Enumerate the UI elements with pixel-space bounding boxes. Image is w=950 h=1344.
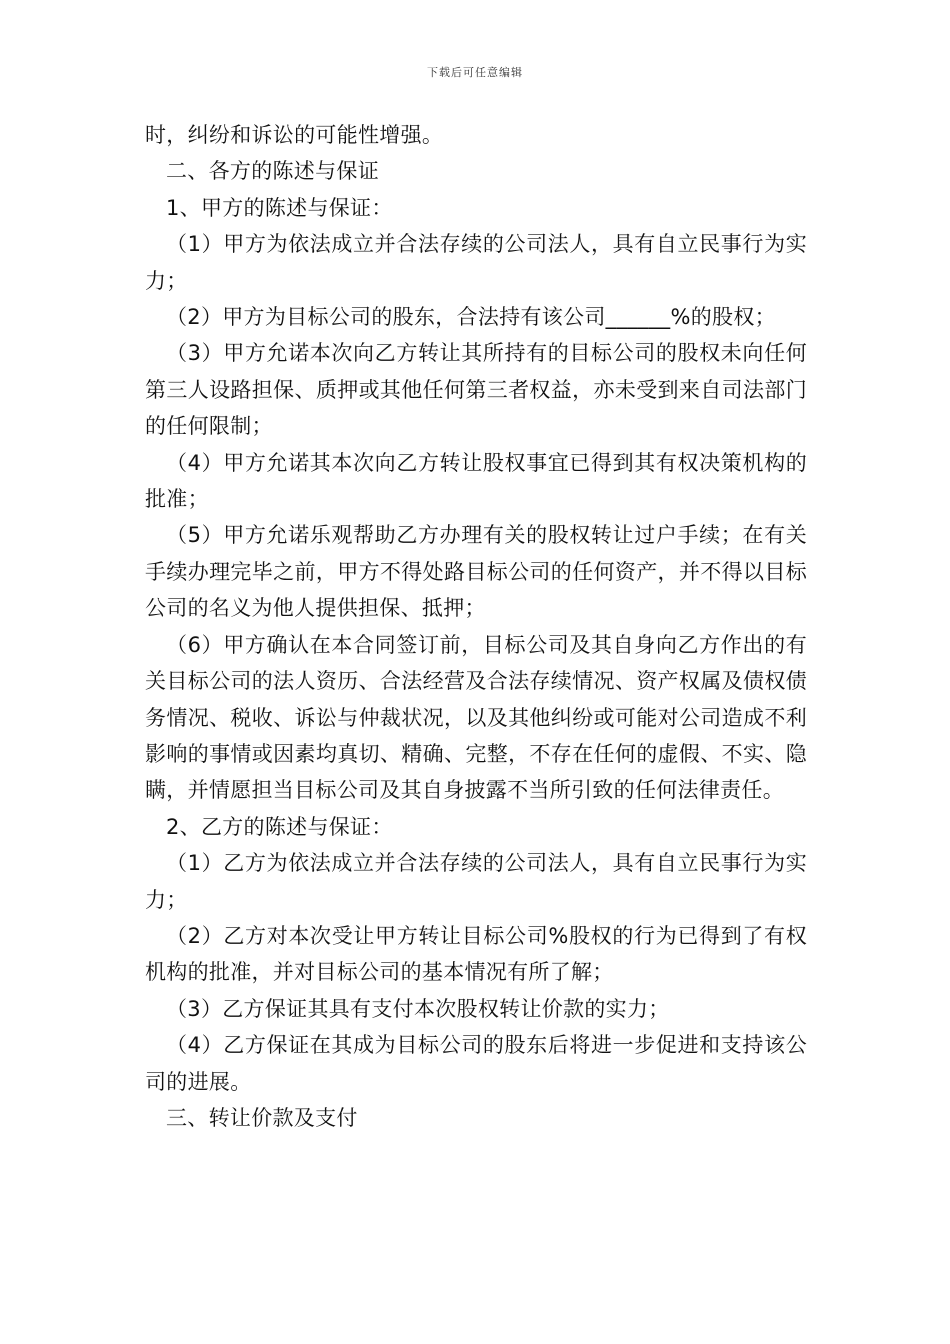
party-a-item-4: （4）甲方允诺其本次向乙方转让股权事宜已得到其有权决策机构的批准； xyxy=(145,450,807,512)
party-b-item-4: （4）乙方保证在其成为目标公司的股东后将进一步促进和支持该公司的进展。 xyxy=(145,1033,807,1094)
document-body xyxy=(145,117,807,1136)
party-a-item-6: （6）甲方确认在本合同签订前，目标公司及其自身向乙方作出的有关目标公司的法人资历、合法经营及合法存续情况、资产权属及债权债务情况、税收、诉讼与仲裁状况，以及其他纠纷或可能对公司造成不利影响的事情或因素均真切、精确、完整，不存在任何的虚假、不实、隐瞒，并情愿担当目标公司及其自身披露不当所引致的任何法律责任。 xyxy=(145,632,807,803)
party-a-item-1: （1）甲方为依法成立并合法存续的公司法人，具有自立民事行为实力； xyxy=(145,232,807,293)
paragraph-continuation: 时，纠纷和诉讼的可能性增强。 xyxy=(145,123,444,147)
party-b-item-2: （2）乙方对本次受让甲方转让目标公司%股权的行为已得到了有权机构的批准，并对目标公司的基本情况有所了解； xyxy=(145,923,807,985)
subsection-heading-party-a: 1、甲方的陈述与保证： xyxy=(166,195,393,220)
section-heading-3: 三、转让价款及支付 xyxy=(166,1105,358,1130)
party-a-item-2: （2）甲方为目标公司的股东，合法持有该公司______%的股权； xyxy=(166,305,776,330)
party-a-item-3: （3）甲方允诺本次向乙方转让其所持有的目标公司的股权未向任何第三人设路担保、质押或其他任何第三者权益，亦未受到来自司法部门的任何限制； xyxy=(145,341,807,439)
section-heading-2: 二、各方的陈述与保证 xyxy=(166,159,379,184)
party-a-item-5: （5）甲方允诺乐观帮助乙方办理有关的股权转让过户手续；在有关手续办理完毕之前，甲方不得处路目标公司的任何资产，并不得以目标公司的名义为他人提供担保、抵押； xyxy=(145,523,807,621)
party-b-item-3: （3）乙方保证其具有支付本次股权转让价款的实力； xyxy=(166,996,670,1021)
party-b-item-1: （1）乙方为依法成立并合法存续的公司法人，具有自立民事行为实力； xyxy=(145,851,807,912)
subsection-heading-party-b: 2、乙方的陈述与保证： xyxy=(166,814,393,839)
page-header: 下载后可任意编辑 xyxy=(427,66,523,79)
